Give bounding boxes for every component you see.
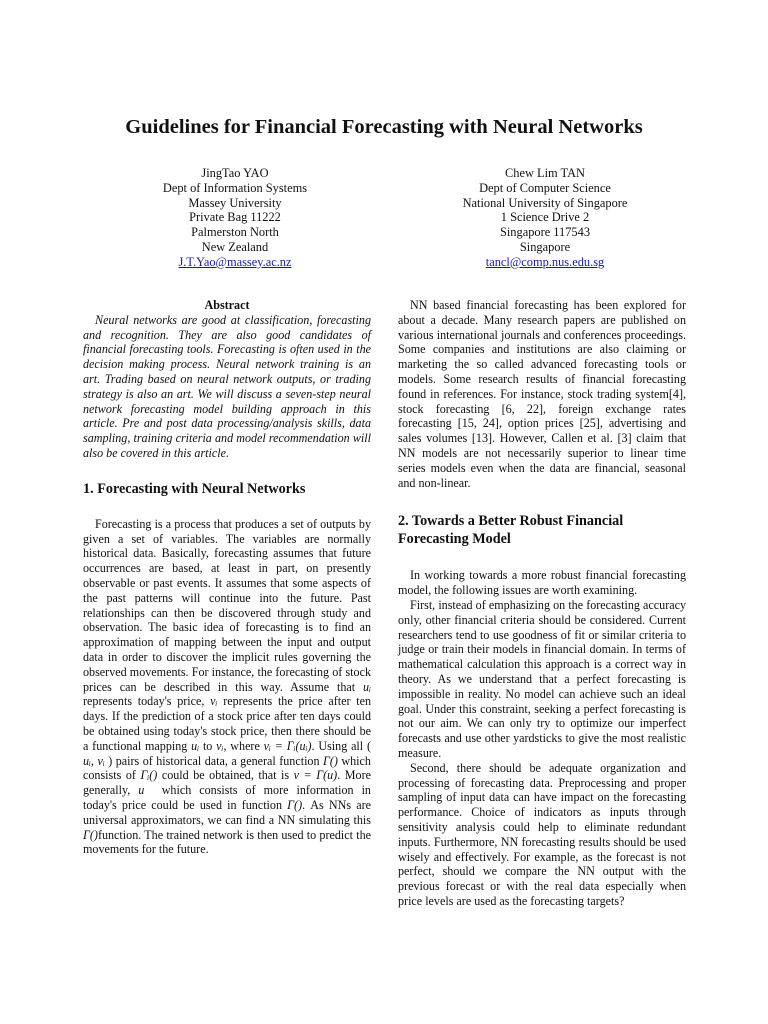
section-2-heading: 2. Towards a Better Robust Financial Forecasting Model [398, 513, 624, 548]
section-1-text: function. The trained network is then used to predict the movements for the future. [83, 827, 371, 857]
section-1-text: . More generally, [83, 768, 371, 798]
math-v-gamma-u: v = Γ(u) [293, 768, 338, 783]
section-1-text: , [90, 753, 94, 768]
math-ui: uᵢ [191, 738, 200, 753]
section-1-text: ) pairs of historical data, a general function [108, 753, 320, 768]
author-affiliation-line: New Zealand [201, 239, 269, 254]
author-affiliation-line: Massey University [188, 195, 282, 210]
author-affiliation-line: Dept of Information Systems [162, 180, 308, 195]
section-1-text: to [202, 738, 213, 753]
author-affiliation-line: Palmerston North [191, 225, 279, 240]
author-name: Chew Lim TAN [505, 166, 585, 180]
intro-paragraph: NN based financial forecasting has been explored for about a decade. Many research papers are published on various international journals and conferences proceedings. Some companies and institutions are also claiming or marketing the so called advanced forecasting tools or models. Some research results of financial forecasting found in references. For instance, stock trading system[4], stock forecasting [6, 22], foreign exchange rates forecasting [15, 24], option prices [25], advertising and sales volumes [13]. However, Callen et al. [3] claim that NN models are not necessarily superior to linear time series models even when the data are financial, seasonal and non-linear. [398, 298, 686, 490]
math-vi: vᵢ [97, 753, 105, 768]
math-mapping: vᵢ = Γᵢ(uᵢ) [263, 738, 312, 753]
author-email-link[interactable]: tancl@comp.nus.edu.sg [485, 254, 605, 269]
section-1-text: which consists of [83, 753, 371, 783]
author-affiliation-line: Singapore [519, 239, 571, 254]
math-vi: vᵢ [210, 694, 218, 709]
section-1-text: . Using all ( [311, 738, 371, 753]
section-1-text: represents the price after ten days. If the prediction of a stock price after ten days could be obtained using today's stock price, then there should be a functional mapping [83, 694, 371, 753]
math-u-vector: u⃗ [138, 783, 154, 798]
left-column [83, 298, 371, 857]
math-gamma-function: Γ() [287, 797, 303, 812]
math-gamma-function: Γ() [323, 753, 338, 768]
section-1-heading: 1. Forecasting with Neural Networks [83, 480, 306, 497]
math-ui: uᵢ [363, 679, 371, 694]
section-1-text: which consists of more information in today's price could be used in function [83, 783, 371, 812]
author-affiliation-line: 1 Science Drive 2 [500, 210, 590, 225]
section-1-text: represents today's price, [83, 694, 205, 709]
author-block-1 [120, 166, 350, 270]
section-1-text: , where [223, 738, 260, 753]
section-1-text: . As NNs are universal approximators, we can find a NN simulating this [83, 797, 371, 827]
abstract-heading: Abstract [204, 298, 250, 312]
author-block-2 [430, 166, 660, 270]
abstract-text: Neural networks are good at classification, forecasting and recognition. They are also good candidates of financial forecasting tools. Forecasting is often used in the decision making process. Neural network training is an art. Trading based on neural network outputs, or trading strategy is also an art. We will discuss a seven-step neural network forecasting model building approach in this article. Pre and post data processing/analysis skills, data sampling, training criteria and model recommendation will also be covered in this article. [83, 312, 371, 460]
section-1-text: Forecasting is a process that produces a set of outputs by given a set of variables. The variables are normally historical data. Basically, forecasting assumes that future occurrences are based, at least in part, on presently observable or past events. It assumes that some aspects of the past patterns will continue into the future. Past relationships can then be discovered through study and observation. The basic idea of forecasting is to find an approximation of mapping between the input and output data in order to discover the implicit rules governing the observed movements. For instance, the forecasting of stock prices can be described in this way. Assume that [83, 516, 371, 694]
paper-title: Guidelines for Financial Forecasting with Neural Networks [125, 116, 643, 138]
right-column [398, 298, 686, 909]
math-gamma-function: Γ() [83, 827, 98, 842]
math-gamma-i: Γᵢ() [140, 768, 158, 783]
section-2-paragraph-1: In working towards a more robust financial forecasting model, the following issues are worth examining. [398, 568, 686, 598]
section-1-text: could be obtained, that is [161, 768, 290, 783]
author-name: JingTao YAO [201, 166, 269, 180]
author-affiliation-line: Singapore 117543 [499, 225, 591, 240]
section-1-paragraph [83, 517, 371, 857]
section-2-paragraph-3: Second, there should be adequate organization and processing of forecasting data. Preprocessing and proper sampling of input data can have impact on the forecasting performance. Choice of indicators as inputs through sensitivity analysis could help to eliminate redundant inputs. Furthermore, NN forecasting results should be used wisely and effectively. For example, as the forecast is not perfect, should we compare the NN output with the previous forecast or with the real data especially when price levels are used as the forecasting targets? [398, 760, 686, 908]
author-affiliation-line: Private Bag 11222 [189, 210, 281, 225]
math-vi: vᵢ [216, 738, 224, 753]
math-ui: uᵢ [83, 753, 91, 768]
author-email-link[interactable]: J.T.Yao@massey.ac.nz [178, 254, 292, 269]
author-affiliation-line: National University of Singapore [462, 195, 628, 210]
section-2-paragraph-2: First, instead of emphasizing on the forecasting accuracy only, other financial criteria should be considered. Current researchers tend to use goodness of fit or similar criteria to judge or train their models in financial domain. In terms of mathematical calculation this approach is a correct way in theory. As we understand that a perfect forecasting is impossible in reality. No model can achieve such an ideal goal. Under this constraint, seeking a perfect forecasting is not our aim. We can only try to optimize our imperfect forecasts and use other yardsticks to give the most realistic measure. [398, 597, 686, 760]
author-affiliation-line: Dept of Computer Science [479, 180, 611, 195]
